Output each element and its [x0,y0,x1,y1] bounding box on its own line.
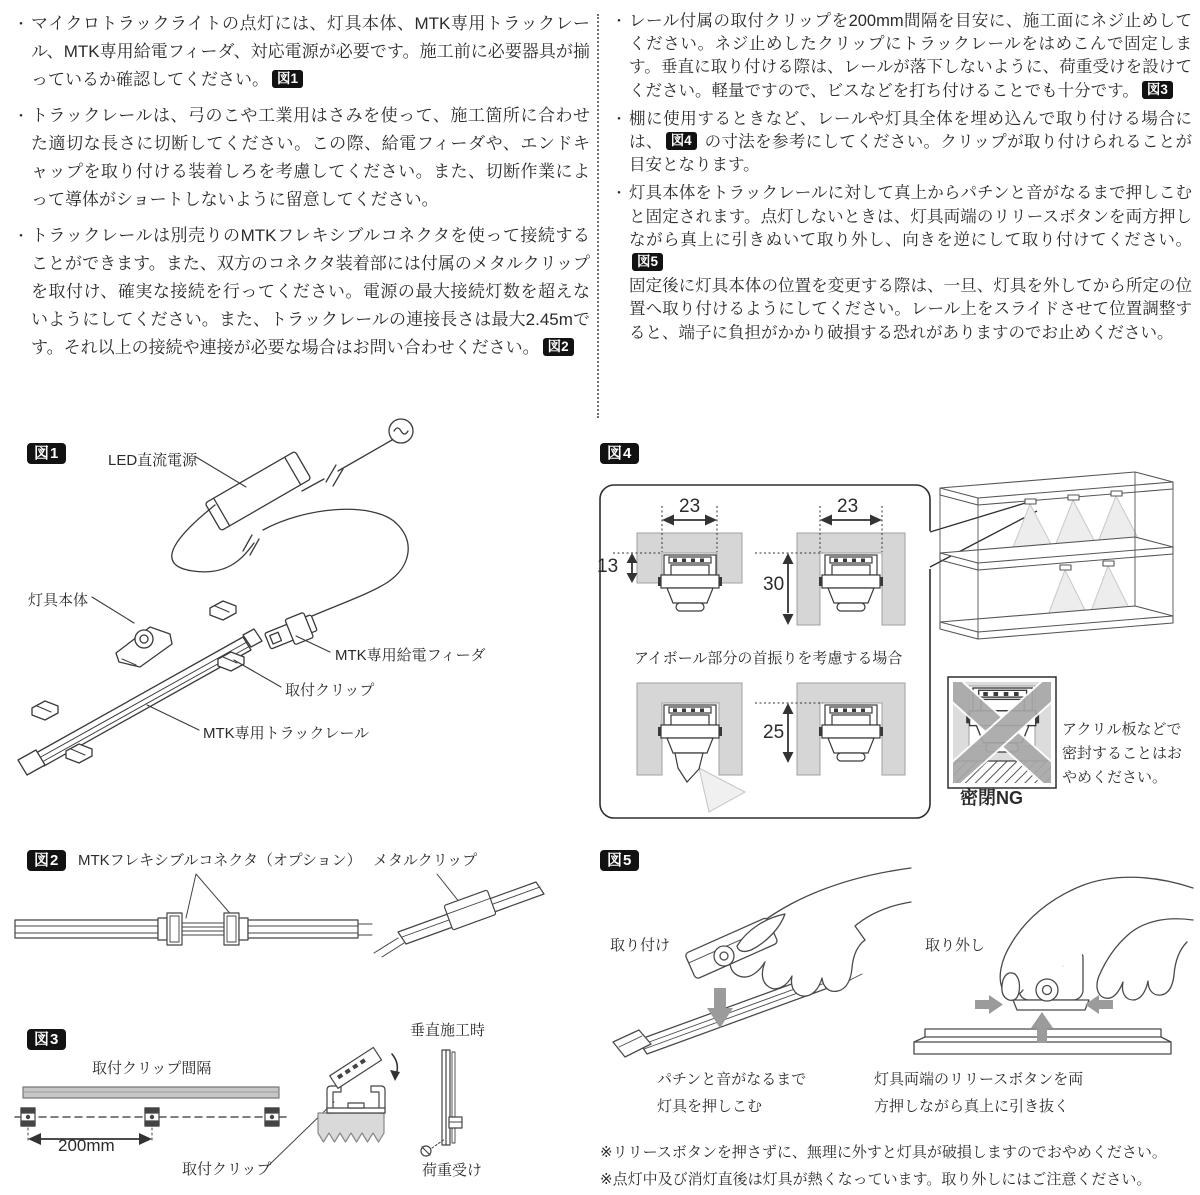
bullet-marker: ・ [14,16,28,32]
figure-ref-badge: 図2 [543,338,574,356]
fig4-dim-depth-30: 30 [763,574,785,595]
fig5-label-attach: 取り付け [610,937,671,954]
fig4-dim-width-1: 23 [679,496,701,517]
paragraph-text: 棚に使用するときなど、レールや灯具全体を埋め込んで取り付ける場合には、 [629,109,1192,152]
fig3-label-clip: 取付クリップ [182,1161,272,1178]
paragraph-text: トラックレールは別売りのMTKフレキシブルコネクタを使って接続することができます。また、双方のコネクタ装着部には付属のメタルクリップを取付け、確実な接続を行ってください。電源の最大接続灯数を超えないようにしてください。また、トラックレールの連接長さは最大2.45mです。それ以上の接続や連接が必要な場合はお問い合わせください。 [31,226,590,357]
fig1-label-clip: 取付クリップ [285,682,375,699]
fig3-label-load: 荷重受け [422,1162,483,1179]
paragraph-text: 固定後に灯具本体の位置を変更する際は、一旦、灯具を外してから所定の位置へ取り付けるようにしてください。レール上をスライドさせて位置調整すると、端子に負担がかかり破損する恐れがありますのでお止めください。 [629,277,1192,342]
left-column [14,10,590,370]
fig4-dim-width-2: 23 [837,496,859,517]
fig1-label-rail: MTK専用トラックレール [203,725,370,742]
bullet-marker: ・ [14,228,28,244]
list-item [612,10,1192,103]
figure2-drawing [0,848,585,1005]
list-item [14,222,590,362]
fig1-label-fixture: 灯具本体 [28,592,89,609]
paragraph [629,10,1192,103]
bullet-marker: ・ [612,110,626,127]
list-item [14,10,590,94]
fig5-note-release: ※リリースボタンを押さずに、無理に外すと灯具が破損しますのでおやめください。 [600,1144,1167,1161]
paragraph [629,182,1192,344]
figure4-tag: 図4 [600,443,639,464]
bullet-marker: ・ [612,185,626,202]
fig5-note-heat: ※点灯中及び消灯直後は灯具が熱くなっています。取り外しにはご注意ください。 [600,1171,1152,1188]
figure-ref-badge: 図3 [1142,81,1173,99]
figure-ref-badge: 図4 [666,132,697,150]
figure-ref-badge: 図5 [632,253,663,271]
fig4-caption-acrylic: アクリル板などで密封することはおやめください。 [1062,721,1183,786]
paragraph-text: 灯具本体をトラックレールに対して真上からパチンと音がなるまで押しこむと固定されます。点灯しないときは、灯具両端のリリースボタンを両方押しながら真上に引きぬいて取り外し、向きを逆にして取り付けてください。 [629,184,1192,249]
fig4-label-sealed-ng: 密閉NG [960,788,1023,808]
fig2-label-metal-clip: メタルクリップ [373,852,478,869]
bullet-marker: ・ [612,13,626,29]
figure1-tag: 図1 [27,443,66,464]
paragraph-text: トラックレールは、弓のこや工業用はさみを使って、施工箇所に合わせた適切な長さに切断してください。この際、給電フィーダや、エンドキャップを取り付ける装着しろを考慮してください。また、切断作業によって導体がショートしないように留意してください。 [31,106,590,209]
paragraph [629,108,1192,178]
paragraph-text: の寸法を参考にしてください。クリップが取り付けられることが目安となります。 [629,133,1192,175]
fig1-label-feeder: MTK専用給電フィーダ [335,647,486,664]
fig4-label-eyeball: アイボール部分の首振りを考慮する場合 [634,650,903,667]
paragraph [31,10,590,94]
right-column [612,10,1192,350]
fig4-dim-depth-13: 13 [597,556,619,577]
figure5-tag: 図5 [600,850,639,871]
figure-ref-badge: 図1 [272,70,303,88]
paragraph [31,102,590,214]
list-item [612,108,1192,178]
list-item [14,102,590,214]
paragraph-text: レール付属の取付クリップを200mm間隔を目安に、施工面にネジ止めしてください。ネジ止めしたクリップにトラックレールをはめこんで固定します。垂直に取り付ける際は、レールが落下しないように、荷重受けを設けてください。軽量ですので、ビスなどを打ち付けることでも十分です。 [629,12,1192,100]
fig2-label-connector: MTKフレキシブルコネクタ（オプション） [78,852,362,869]
list-item [612,182,1192,344]
figure3-drawing [0,1020,585,1195]
bullet-marker: ・ [14,108,28,124]
paragraph-text: マイクロトラックライトの点灯には、灯具本体、MTK専用トラックレール、MTK専用給電フィーダ、対応電源が必要です。施工前に必要器具が揃っているか確認してください。 [31,14,590,89]
fig3-label-interval: 取付クリップ間隔 [92,1060,212,1077]
paragraph [31,222,590,362]
fig3-label-vertical: 垂直施工時 [410,1022,486,1039]
figure1-drawing [0,415,585,825]
fig5-label-detach: 取り外し [925,937,986,954]
fig3-label-spacing: 200mm [58,1136,115,1155]
fig4-dim-depth-25: 25 [763,722,785,743]
fig5-caption-push: パチンと音がなるまで灯具を押しこむ [657,1071,807,1115]
column-divider [597,14,599,418]
figure2-tag: 図2 [27,850,66,871]
figure3-tag: 図3 [27,1029,66,1050]
fig1-label-power: LED直流電源 [108,452,198,469]
fig5-caption-pull: 灯具両端のリリースボタンを両方押しながら真上に引き抜く [874,1071,1084,1115]
